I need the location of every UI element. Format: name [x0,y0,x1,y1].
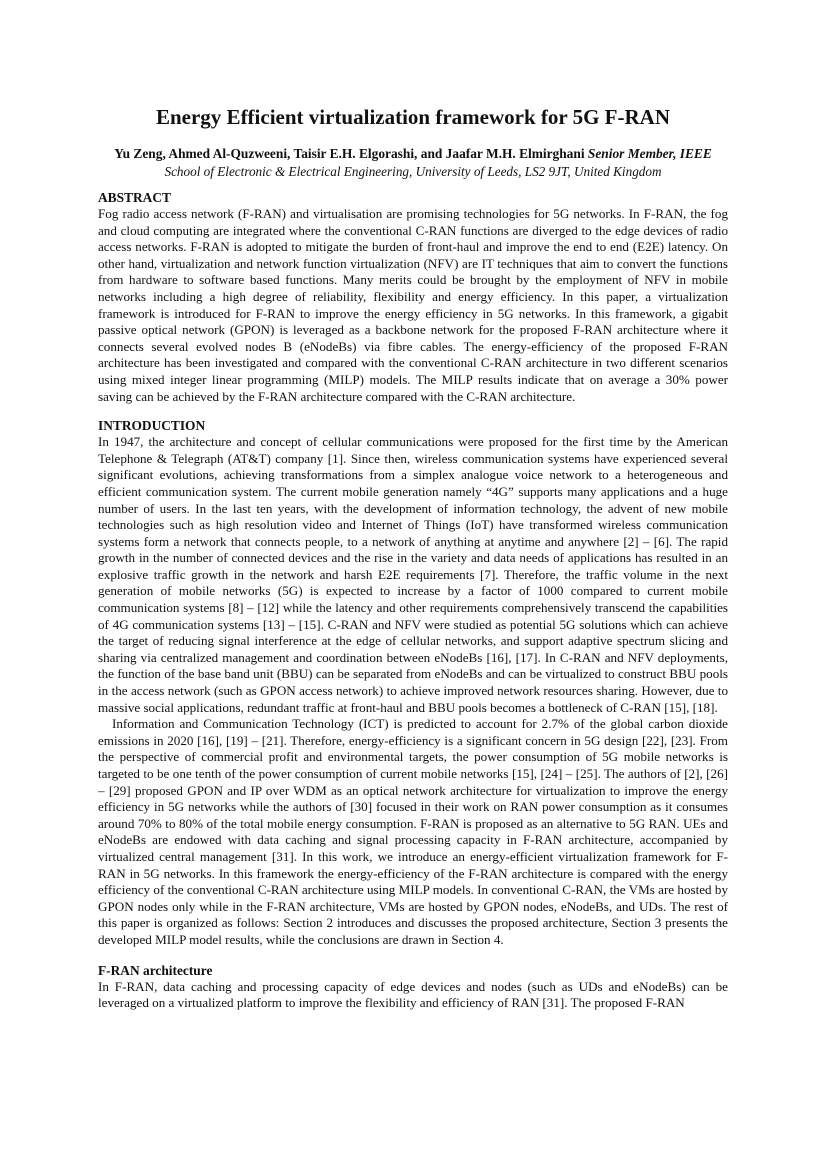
author-names: Yu Zeng, Ahmed Al-Quzweeni, Taisir E.H. Elgorashi, and Jaafar M.H. Elmirghani [114,146,585,161]
abstract-heading: ABSTRACT [98,190,171,205]
abstract-text: Fog radio access network (F-RAN) and virtualisation are promising technologies for 5G networks. In F-RAN, the fog and cloud computing are integrated where the conventional C-RAN functions are diverged to the edge devices of radio access networks. F-RAN is adopted to mitigate the burden of front-haul and improve the end to end (E2E) latency. On other hand, virtualization and network function virtualization (NFV) are IT techniques that aim to convert the functions from hardware to software based functions. Many merits could be brought by the employment of NFV in mobile networks including a high degree of reliability, flexibility and energy efficiency. In this paper, a virtualization framework is introduced for F-RAN to improve the energy efficiency in 5G networks. In this framework, a gigabit passive optical network (GPON) is leveraged as a backbone network for the proposed F-RAN architecture where it connects several evolved nodes B (eNodeBs) via fibre cables. The energy-efficiency of the proposed F-RAN architecture has been investigated and compared with the conventional C-RAN architecture in two different scenarios using mixed integer linear programming (MILP) models. The MILP results indicate that on average a 30% power saving can be achieved by the F-RAN architecture compared with the C-RAN architecture. [98,206,728,404]
paper-title: Energy Efficient virtualization framework for 5G F-RAN [155,105,670,129]
fran-architecture-heading: F-RAN architecture [98,962,213,978]
paper-page [98,104,728,1012]
affiliation: School of Electronic & Electrical Engineering, University of Leeds, LS2 9JT, United Kingdom [164,164,662,179]
fran-architecture-text: In F-RAN, data caching and processing capacity of edge devices and nodes (such as UDs and eNodeBs) can be leveraged on a virtualized platform to improve the flexibility and efficiency of RAN [31]. The proposed F-RAN [98,978,728,1011]
introduction-paragraph-2: Information and Communication Technology (ICT) is predicted to account for 2.7% of the global carbon dioxide emissions in 2020 [16], [19] – [21]. Therefore, energy-efficiency is a significant concern in 5G design [22], [23]. From the perspective of commercial profit and environmental targets, the power consumption of 5G mobile networks is targeted to be one tenth of the power consumption of current mobile networks [15], [24] – [25]. The authors of [2], [26] – [29] proposed GPON and IP over WDM as an optical network architecture for virtualization to improve the energy efficiency in 5G networks while the authors of [30] focused in their work on RAN power consumption as it consumes around 70% to 80% of the total mobile energy consumption. F-RAN is proposed as an alternative to 5G RAN. UEs and eNodeBs are endowed with data caching and signal processing capacity in F-RAN architecture, accompanied by virtualized central management [31]. In this work, we introduce an energy-efficient virtualization framework for F-RAN in 5G networks. In this framework the energy-efficiency of the F-RAN architecture is compared with the energy efficiency of the conventional C-RAN architecture using MILP models. In conventional C-RAN, the VMs are hosted by GPON nodes only while in the F-RAN architecture, VMs are hosted by GPON nodes, eNodeBs, and UDs. The rest of this paper is organized as follows: Section 2 introduces and discusses the proposed architecture, Section 3 presents the developed MILP model results, while the conclusions are drawn in Section 4. [98,716,728,947]
introduction-heading: INTRODUCTION [98,418,206,434]
author-line [98,146,728,162]
introduction-paragraph-1: In 1947, the architecture and concept of cellular communications were proposed for the first time by the American Telephone & Telegraph (AT&T) company [1]. Since then, wireless communication systems have experienced several significant evolutions, achieving transformations from a simplex analogue voice network to a heterogeneous and efficient communication system. The current mobile generation namely “4G” supports many applications and a huge number of users. In the last ten years, with the development of information technology, the advent of new mobile technologies such as high resolution video and Internet of Things (IoT) have transformed wireless communication systems form a network that connects people, to a network of anything at anytime and anywhere [2] – [6]. The rapid growth in the number of connected devices and the rise in the variety and data needs of applications has resulted in an explosive traffic growth in the network and harsh E2E requirements [7]. Therefore, the traffic volume in the next generation of mobile networks (5G) is expected to increase by a factor of 1000 compared to current mobile communication systems [8] – [12] while the latency and other requirements comprehensively transcend the capabilities of 4G communication systems [13] – [15]. C-RAN and NFV were studied as potential 5G solutions which can achieve the target of reducing signal interference at the edge of cellular networks, and support adaptive spectrum slicing and sharing via centralized management and coordination between eNodeBs [16], [17]. In C-RAN and NFV deployments, the function of the base band unit (BBU) can be separated from eNodeBs and can be virtualized to construct BBU pools in the access network (such as GPON access network) to achieve improved network resources sharing. However, due to massive social applications, redundant traffic at front-haul and BBU pools becomes a bottleneck of C-RAN [15], [18]. [98,434,728,715]
author-role: Senior Member, IEEE [587,146,712,161]
